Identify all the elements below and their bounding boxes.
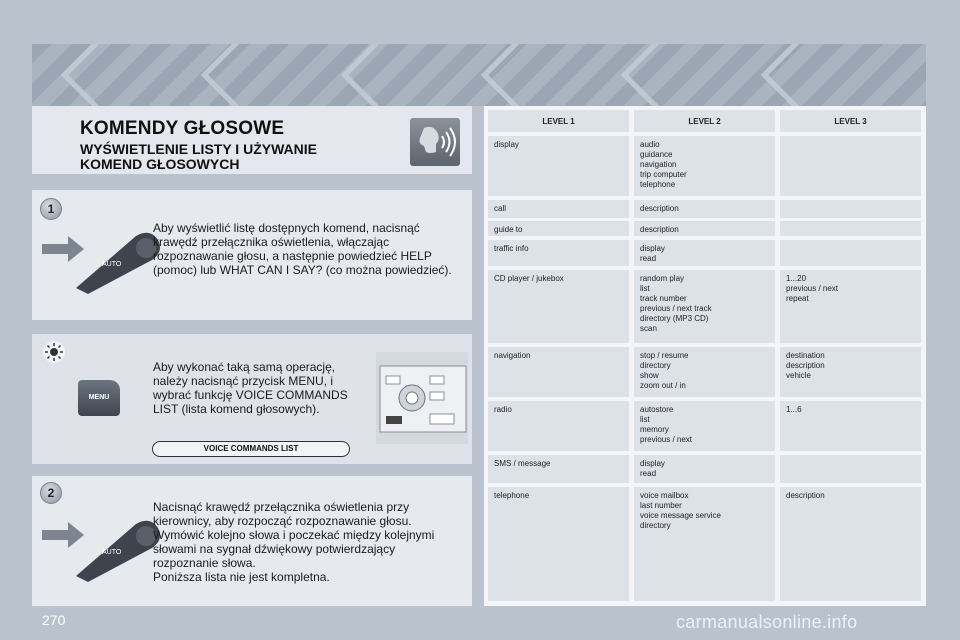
chevron-decoration [200, 44, 240, 106]
chevron-decoration [60, 44, 100, 106]
table-cell: navigation [488, 347, 629, 397]
table-cell: audio guidance navigation trip computer telephone [634, 136, 775, 196]
table-cell: random play list track number previous / next track directory (MP3 CD) scan [634, 270, 775, 343]
menu-button-icon: MENU [78, 380, 120, 416]
step-text-2: Nacisnąć krawędź przełącznika oświetlenia przy kierownicy, aby rozpocząć rozpoznawanie głosu. Wymówić kolejno słowa i poczekać między kolejnymi słowami na sygnał dźwiękowy potwierdzający rozpoznanie słowa. Poniższa lista nie jest kompletna. [153, 500, 435, 584]
lighting-stalk-icon [72, 514, 164, 584]
table-cell: destination description vehicle [780, 347, 921, 397]
chevron-decoration [340, 44, 380, 106]
page-number: 270 [42, 612, 66, 628]
table-cell: description [780, 487, 921, 601]
table-header: LEVEL 3 [780, 110, 921, 132]
step-badge-2: 2 [40, 482, 62, 504]
table-cell: CD player / jukebox [488, 270, 629, 343]
chevron-decoration [620, 44, 660, 106]
chevron-decoration [760, 44, 800, 106]
table-header: LEVEL 2 [634, 110, 775, 132]
svg-text:AUTO: AUTO [102, 261, 122, 268]
page-title: KOMENDY GŁOSOWE [80, 118, 285, 139]
table-cell [780, 136, 921, 196]
table-cell: call [488, 200, 629, 218]
table-cell: SMS / message [488, 455, 629, 483]
voice-commands-table [484, 106, 926, 606]
table-cell: voice mailbox last number voice message service directory [634, 487, 775, 601]
table-cell: 1...20 previous / next repeat [780, 270, 921, 343]
table-cell [780, 455, 921, 483]
page-subtitle: WYŚWIETLENIE LISTY I UŻYWANIE KOMEND GŁOSOWYCH [80, 141, 317, 172]
sun-icon [43, 341, 65, 363]
step-text-tip: Aby wykonać taką samą operację, należy nacisnąć przycisk MENU, i wybrać funkcję VOICE COMMANDS LIST (lista komend głosowych). [153, 360, 348, 416]
table-cell: display read [634, 240, 775, 266]
table-cell: display read [634, 455, 775, 483]
table-cell: traffic info [488, 240, 629, 266]
table-cell: description [634, 221, 775, 236]
chevron-decoration [480, 44, 520, 106]
table-cell: 1...6 [780, 401, 921, 451]
table-cell [780, 240, 921, 266]
table-cell: autostore list memory previous / next [634, 401, 775, 451]
step-text-1: Aby wyświetlić listę dostępnych komend, nacisnąć krawędź przełącznika oświetlenia, włączając rozpoznawanie głosu, a następnie powiedzieć HELP (pomoc) lub WHAT CAN I SAY? (co można powiedzieć). [153, 221, 452, 277]
table-cell: telephone [488, 487, 629, 601]
table-cell: stop / resume directory show zoom out / in [634, 347, 775, 397]
table-cell [780, 200, 921, 218]
svg-text:AUTO: AUTO [102, 549, 122, 556]
voice-command-icon [410, 118, 460, 166]
table-cell: description [634, 200, 775, 218]
table-cell [780, 221, 921, 236]
table-cell: display [488, 136, 629, 196]
step-badge-1: 1 [40, 198, 62, 220]
table-cell: radio [488, 401, 629, 451]
table-cell: guide to [488, 221, 629, 236]
voice-commands-list-button: VOICE COMMANDS LIST [152, 441, 350, 457]
table-header: LEVEL 1 [488, 110, 629, 132]
radio-panel-icon [376, 352, 468, 444]
lighting-stalk-icon [72, 226, 164, 296]
watermark: carmanualsonline.info [676, 612, 858, 632]
